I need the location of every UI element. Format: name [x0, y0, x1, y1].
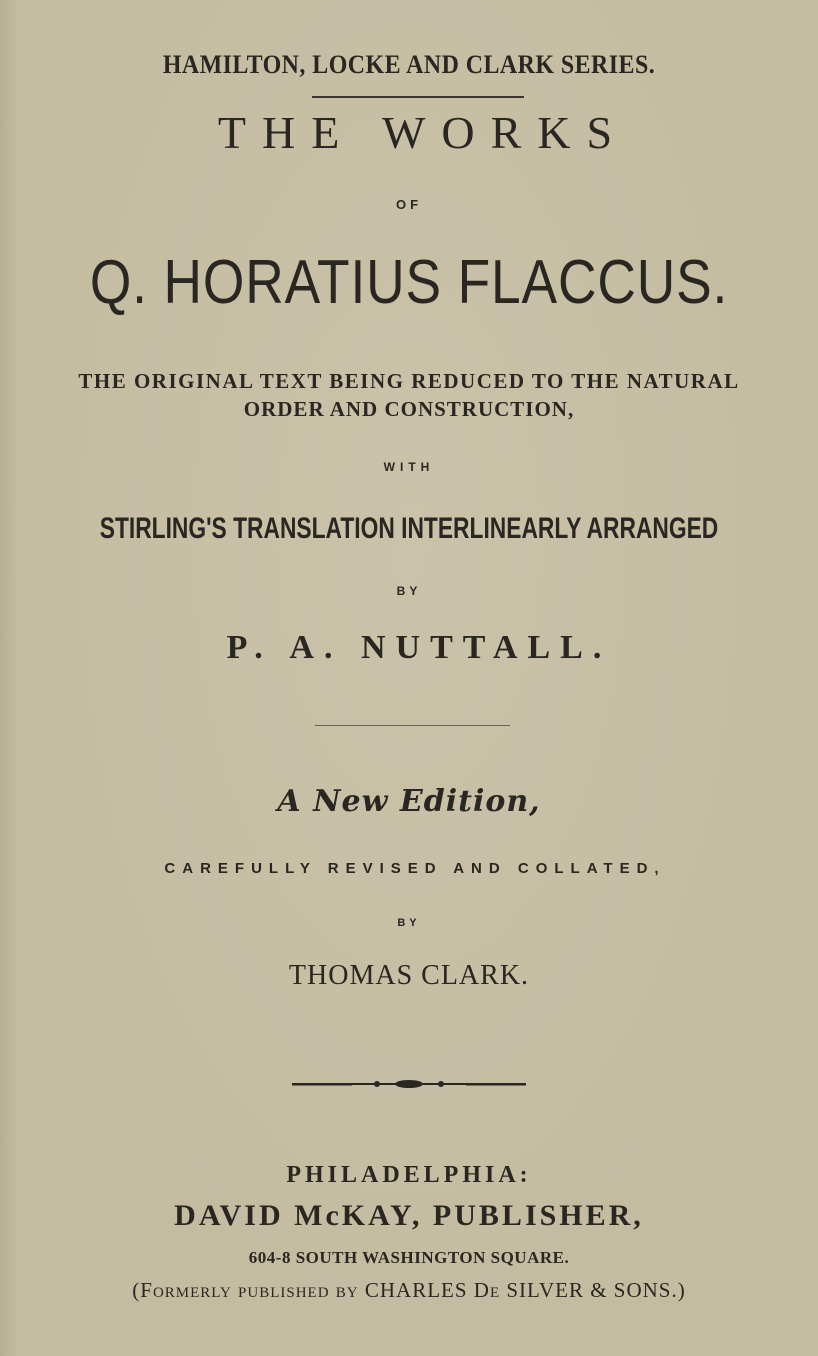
author-name: Q. HORATIUS FLACCUS. — [89, 248, 729, 317]
publisher-address: 604-8 SOUTH WASHINGTON SQUARE. — [248, 1248, 570, 1267]
subtitle-line-2: ORDER AND CONSTRUCTION, — [243, 397, 575, 421]
series-name: HAMILTON, LOCKE AND CLARK SERIES. — [162, 50, 656, 79]
top-rule — [312, 96, 524, 98]
publisher-name: DAVID McKAY, PUBLISHER, — [174, 1199, 644, 1232]
translation-line: STIRLING'S TRANSLATION INTERLINEARLY ARRANGED — [99, 512, 719, 545]
of-connector: OF — [395, 197, 423, 212]
subtitle-line-1: THE ORIGINAL TEXT BEING REDUCED TO THE NATURAL — [78, 369, 740, 393]
by-editor-connector: BY — [397, 917, 421, 929]
by-translator-connector: BY — [396, 584, 422, 598]
middle-rule — [315, 725, 510, 726]
book-title: THE WORKS — [217, 107, 629, 158]
former-publisher-note: (Formerly published by CHARLES De SILVER & SONS.) — [132, 1278, 686, 1302]
publication-city: PHILADELPHIA: — [286, 1162, 532, 1188]
with-connector: WITH — [383, 460, 435, 474]
horizontal-rule-ornament-icon — [292, 1074, 526, 1094]
edition-line: A New Edition, — [277, 784, 541, 819]
translator-name: P. A. NUTTALL. — [226, 629, 612, 666]
revised-line: CAREFULLY REVISED AND COLLATED, — [164, 860, 666, 877]
editor-name: THOMAS CLARK. — [288, 960, 530, 991]
